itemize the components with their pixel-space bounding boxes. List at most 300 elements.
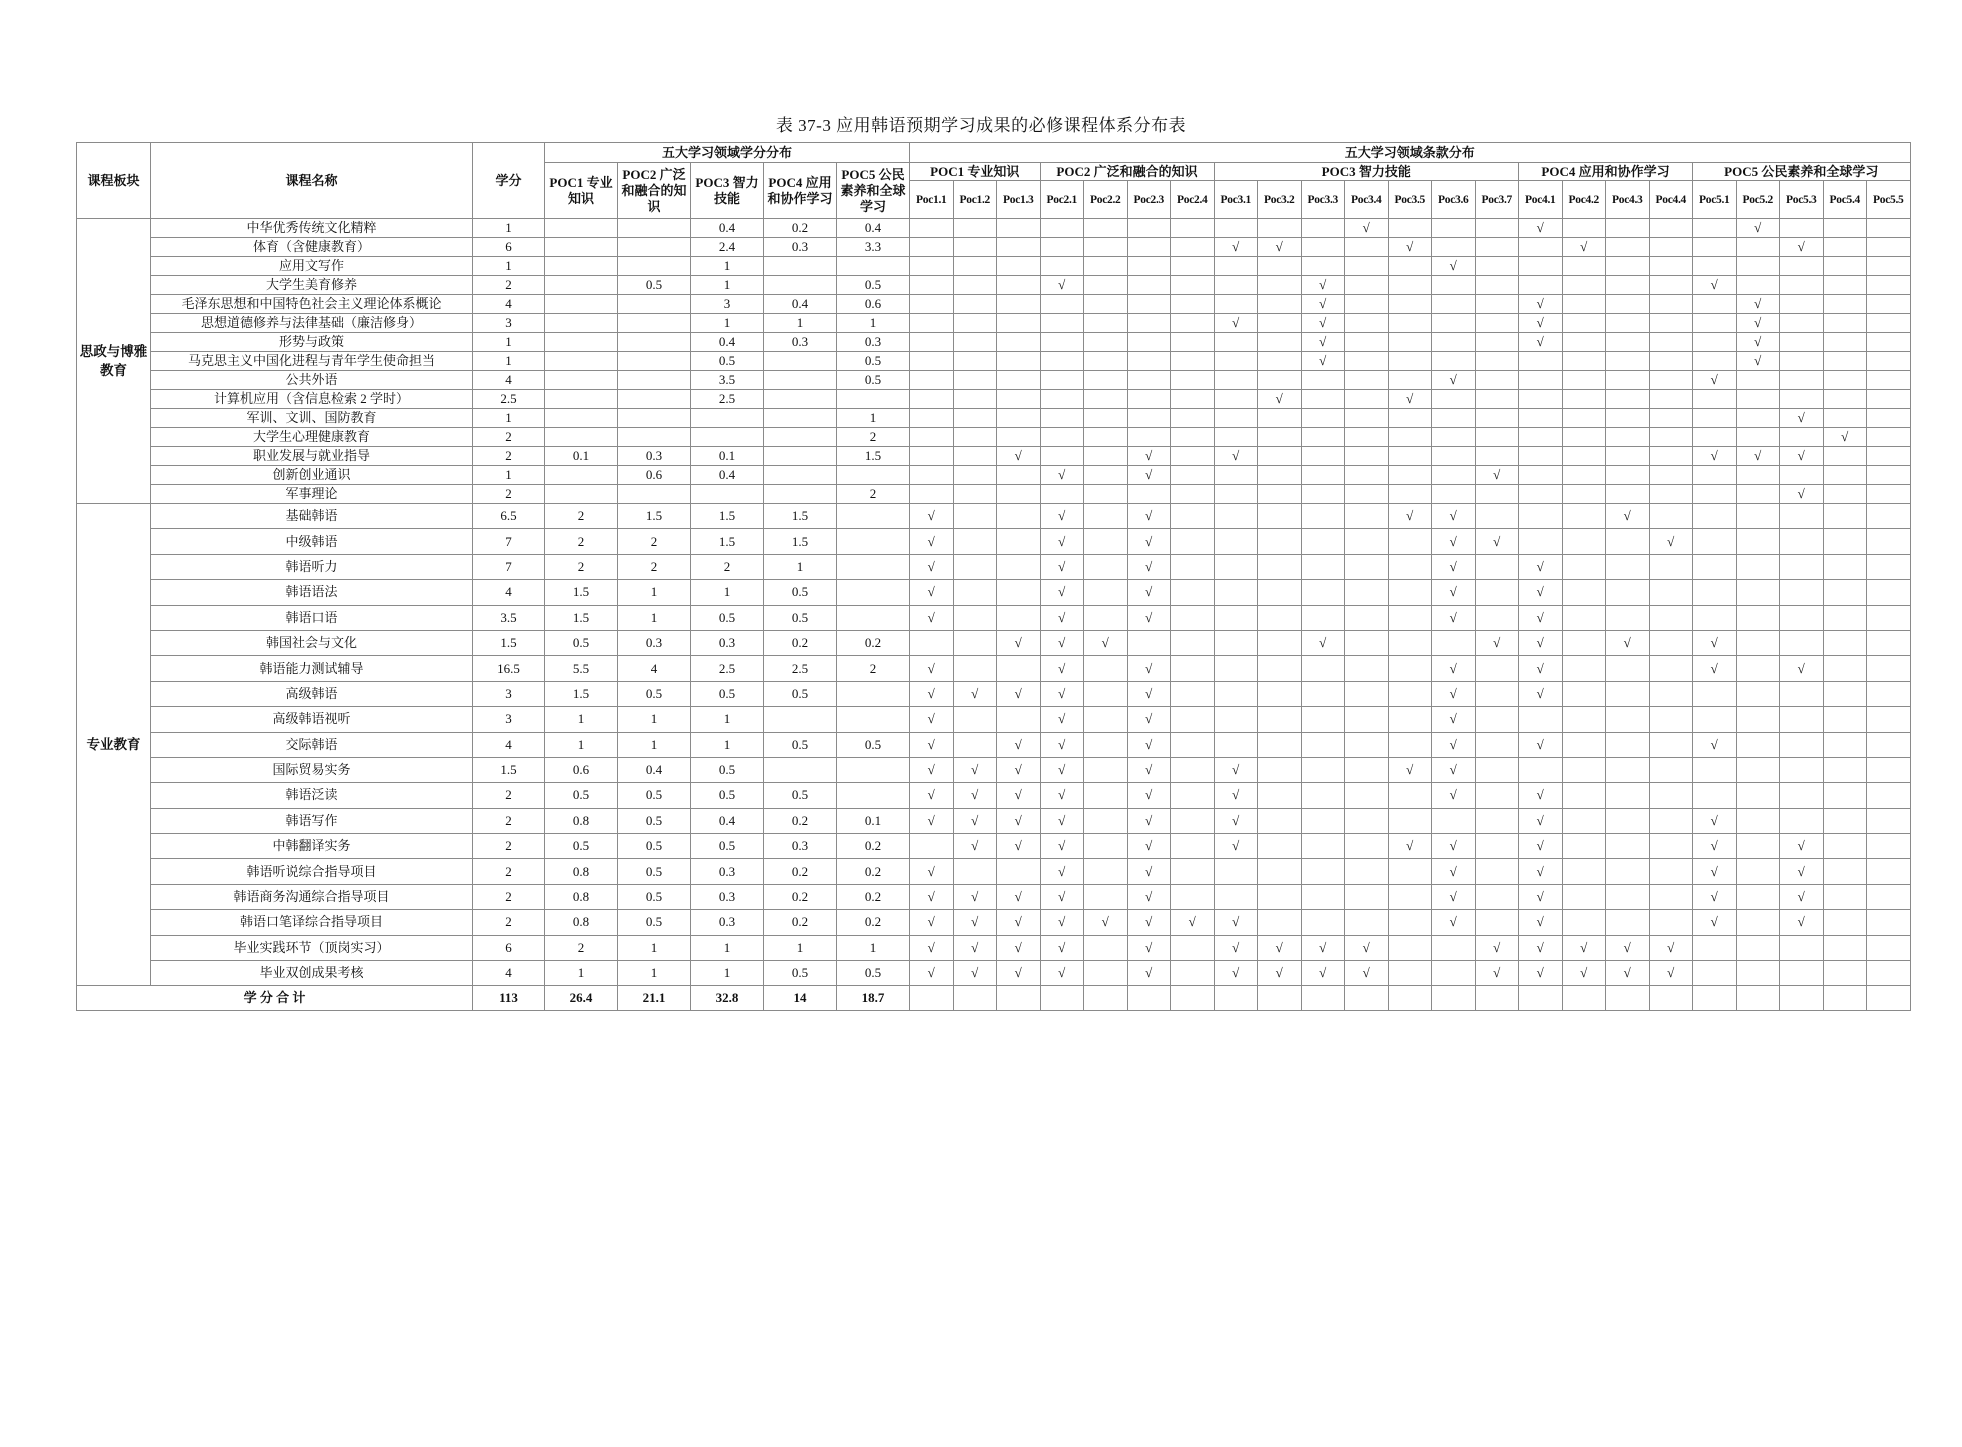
empty-cell — [1345, 371, 1389, 390]
empty-cell — [1475, 732, 1519, 757]
empty-cell — [1084, 859, 1128, 884]
check-mark: √ — [1040, 630, 1084, 655]
empty-cell — [1345, 466, 1389, 485]
empty-cell — [910, 371, 954, 390]
course-name: 大学生心理健康教育 — [151, 428, 473, 447]
credit-poc3: 1 — [691, 257, 764, 276]
table-row — [77, 630, 1911, 655]
check-mark: √ — [1040, 554, 1084, 579]
header-clause-poc2-3: Poc2.3 — [1127, 181, 1171, 219]
empty-cell — [1345, 986, 1389, 1011]
empty-cell — [1345, 707, 1389, 732]
empty-cell — [1736, 409, 1780, 428]
empty-cell — [1388, 333, 1432, 352]
empty-cell — [1388, 707, 1432, 732]
credit-poc1 — [545, 390, 618, 409]
empty-cell — [1867, 390, 1911, 409]
empty-cell — [1345, 580, 1389, 605]
check-mark: √ — [1736, 314, 1780, 333]
credit-poc3: 1.5 — [691, 529, 764, 554]
header-credit-distribution: 五大学习领域学分分布 — [545, 143, 910, 163]
course-credit: 1.5 — [473, 757, 545, 782]
empty-cell — [1823, 390, 1867, 409]
credit-poc2 — [618, 295, 691, 314]
header-clause-group-poc1: POC1 专业知识 — [910, 163, 1041, 181]
empty-cell — [1127, 333, 1171, 352]
empty-cell — [1127, 485, 1171, 504]
credit-poc4 — [764, 428, 837, 447]
check-mark: √ — [1127, 783, 1171, 808]
table-row — [77, 295, 1911, 314]
header-clause-poc4-1: Poc4.1 — [1519, 181, 1563, 219]
empty-cell — [1171, 808, 1215, 833]
empty-cell — [1649, 859, 1693, 884]
check-mark: √ — [1780, 910, 1824, 935]
credit-poc3: 2.5 — [691, 656, 764, 681]
course-name: 高级韩语视听 — [151, 707, 473, 732]
empty-cell — [1606, 276, 1650, 295]
table-row — [77, 910, 1911, 935]
empty-cell — [1736, 605, 1780, 630]
empty-cell — [1693, 681, 1737, 706]
check-mark: √ — [1693, 859, 1737, 884]
empty-cell — [1084, 333, 1128, 352]
header-clause-group-poc4: POC4 应用和协作学习 — [1519, 163, 1693, 181]
check-mark: √ — [997, 884, 1041, 909]
check-mark: √ — [1519, 961, 1563, 986]
empty-cell — [1301, 605, 1345, 630]
check-mark: √ — [1432, 707, 1476, 732]
empty-cell — [1649, 447, 1693, 466]
empty-cell — [1823, 681, 1867, 706]
credit-poc2: 0.4 — [618, 757, 691, 782]
empty-cell — [997, 580, 1041, 605]
empty-cell — [1258, 656, 1302, 681]
check-mark: √ — [1519, 884, 1563, 909]
total-poc3: 32.8 — [691, 986, 764, 1011]
empty-cell — [1736, 656, 1780, 681]
credit-poc1: 1 — [545, 732, 618, 757]
empty-cell — [953, 219, 997, 238]
empty-cell — [1388, 935, 1432, 960]
check-mark: √ — [1040, 757, 1084, 782]
credit-poc5 — [837, 783, 910, 808]
empty-cell — [1649, 707, 1693, 732]
empty-cell — [953, 333, 997, 352]
credit-poc4: 1.5 — [764, 529, 837, 554]
empty-cell — [1780, 961, 1824, 986]
credit-poc1: 0.5 — [545, 783, 618, 808]
check-mark: √ — [1693, 276, 1737, 295]
empty-cell — [1475, 485, 1519, 504]
credit-poc3: 0.3 — [691, 630, 764, 655]
check-mark: √ — [1127, 808, 1171, 833]
empty-cell — [1171, 238, 1215, 257]
credit-poc4: 2.5 — [764, 656, 837, 681]
empty-cell — [1867, 529, 1911, 554]
empty-cell — [1432, 314, 1476, 333]
check-mark: √ — [1040, 859, 1084, 884]
check-mark: √ — [1432, 529, 1476, 554]
empty-cell — [997, 390, 1041, 409]
empty-cell — [1388, 466, 1432, 485]
empty-cell — [1649, 409, 1693, 428]
credit-poc3 — [691, 428, 764, 447]
empty-cell — [1084, 314, 1128, 333]
check-mark: √ — [910, 605, 954, 630]
course-credit: 4 — [473, 961, 545, 986]
empty-cell — [1736, 257, 1780, 276]
credit-poc4: 0.5 — [764, 783, 837, 808]
empty-cell — [1084, 554, 1128, 579]
credit-poc5: 1 — [837, 314, 910, 333]
table-row — [77, 935, 1911, 960]
empty-cell — [1171, 485, 1215, 504]
empty-cell — [1084, 986, 1128, 1011]
credit-poc3: 0.5 — [691, 352, 764, 371]
credit-poc4: 0.3 — [764, 238, 837, 257]
empty-cell — [1388, 371, 1432, 390]
empty-cell — [1823, 859, 1867, 884]
credit-poc1: 0.5 — [545, 630, 618, 655]
empty-cell — [1649, 333, 1693, 352]
check-mark: √ — [1345, 219, 1389, 238]
check-mark: √ — [1432, 504, 1476, 529]
empty-cell — [1432, 390, 1476, 409]
empty-cell — [997, 554, 1041, 579]
check-mark: √ — [910, 707, 954, 732]
check-mark: √ — [1388, 390, 1432, 409]
empty-cell — [1519, 352, 1563, 371]
empty-cell — [1258, 257, 1302, 276]
empty-cell — [1345, 276, 1389, 295]
empty-cell — [1693, 466, 1737, 485]
empty-cell — [1127, 630, 1171, 655]
check-mark: √ — [1127, 732, 1171, 757]
empty-cell — [1040, 371, 1084, 390]
check-mark: √ — [1040, 783, 1084, 808]
credit-poc1: 0.5 — [545, 834, 618, 859]
check-mark: √ — [1432, 656, 1476, 681]
empty-cell — [1475, 605, 1519, 630]
credit-poc3: 0.3 — [691, 910, 764, 935]
check-mark: √ — [1258, 238, 1302, 257]
credit-poc4 — [764, 371, 837, 390]
empty-cell — [1345, 485, 1389, 504]
table-row — [77, 276, 1911, 295]
credit-poc2: 2 — [618, 529, 691, 554]
empty-cell — [1693, 352, 1737, 371]
empty-cell — [1214, 371, 1258, 390]
credit-poc2 — [618, 352, 691, 371]
course-name: 体育（含健康教育） — [151, 238, 473, 257]
empty-cell — [1214, 884, 1258, 909]
check-mark: √ — [1693, 732, 1737, 757]
empty-cell — [997, 257, 1041, 276]
check-mark: √ — [1388, 238, 1432, 257]
check-mark: √ — [1127, 681, 1171, 706]
empty-cell — [1867, 352, 1911, 371]
empty-cell — [953, 605, 997, 630]
check-mark: √ — [1214, 757, 1258, 782]
empty-cell — [1258, 314, 1302, 333]
empty-cell — [1562, 409, 1606, 428]
empty-cell — [1171, 390, 1215, 409]
empty-cell — [1171, 935, 1215, 960]
credit-poc5: 0.5 — [837, 276, 910, 295]
check-mark: √ — [1214, 834, 1258, 859]
credit-poc5: 0.4 — [837, 219, 910, 238]
empty-cell — [1475, 352, 1519, 371]
empty-cell — [1171, 257, 1215, 276]
empty-cell — [1693, 935, 1737, 960]
empty-cell — [1475, 656, 1519, 681]
check-mark: √ — [1432, 681, 1476, 706]
empty-cell — [953, 580, 997, 605]
empty-cell — [1214, 580, 1258, 605]
credit-poc1 — [545, 276, 618, 295]
credit-poc1 — [545, 409, 618, 428]
empty-cell — [1867, 605, 1911, 630]
empty-cell — [1127, 352, 1171, 371]
credit-poc2 — [618, 371, 691, 390]
check-mark: √ — [1040, 529, 1084, 554]
credit-poc4 — [764, 707, 837, 732]
empty-cell — [1345, 529, 1389, 554]
empty-cell — [1301, 757, 1345, 782]
empty-cell — [1606, 428, 1650, 447]
empty-cell — [1475, 409, 1519, 428]
check-mark: √ — [910, 808, 954, 833]
empty-cell — [953, 428, 997, 447]
credit-poc4: 1.5 — [764, 504, 837, 529]
empty-cell — [1301, 808, 1345, 833]
check-mark: √ — [1432, 554, 1476, 579]
empty-cell — [1649, 656, 1693, 681]
course-credit: 3 — [473, 681, 545, 706]
empty-cell — [1171, 447, 1215, 466]
check-mark: √ — [1301, 935, 1345, 960]
header-block: 课程板块 — [77, 143, 151, 219]
empty-cell — [1693, 783, 1737, 808]
credit-poc2: 0.5 — [618, 276, 691, 295]
empty-cell — [1519, 371, 1563, 390]
empty-cell — [1040, 485, 1084, 504]
empty-cell — [1171, 219, 1215, 238]
empty-cell — [1084, 409, 1128, 428]
empty-cell — [1084, 707, 1128, 732]
credit-poc2: 0.5 — [618, 681, 691, 706]
course-credit: 6.5 — [473, 504, 545, 529]
check-mark: √ — [1432, 859, 1476, 884]
check-mark: √ — [997, 834, 1041, 859]
empty-cell — [1867, 447, 1911, 466]
block-label: 思政与博雅教育 — [77, 219, 151, 504]
credit-poc2: 0.5 — [618, 808, 691, 833]
empty-cell — [1084, 580, 1128, 605]
credit-poc5: 0.2 — [837, 884, 910, 909]
empty-cell — [1519, 257, 1563, 276]
credit-poc5: 0.2 — [837, 859, 910, 884]
empty-cell — [1823, 554, 1867, 579]
empty-cell — [1780, 808, 1824, 833]
empty-cell — [1345, 834, 1389, 859]
empty-cell — [1519, 485, 1563, 504]
empty-cell — [1606, 808, 1650, 833]
course-name: 创新创业通识 — [151, 466, 473, 485]
empty-cell — [1823, 238, 1867, 257]
table-row — [77, 314, 1911, 333]
check-mark: √ — [997, 808, 1041, 833]
empty-cell — [1084, 390, 1128, 409]
empty-cell — [1301, 447, 1345, 466]
header-clause-poc5-2: Poc5.2 — [1736, 181, 1780, 219]
empty-cell — [1562, 910, 1606, 935]
empty-cell — [953, 986, 997, 1011]
empty-cell — [1867, 656, 1911, 681]
empty-cell — [1171, 884, 1215, 909]
check-mark: √ — [1214, 935, 1258, 960]
empty-cell — [1475, 314, 1519, 333]
check-mark: √ — [1127, 834, 1171, 859]
empty-cell — [953, 466, 997, 485]
credit-poc4: 0.5 — [764, 605, 837, 630]
course-name: 毕业双创成果考核 — [151, 961, 473, 986]
check-mark: √ — [1040, 732, 1084, 757]
empty-cell — [910, 447, 954, 466]
empty-cell — [953, 630, 997, 655]
empty-cell — [1388, 859, 1432, 884]
empty-cell — [1606, 238, 1650, 257]
credit-poc2: 0.5 — [618, 783, 691, 808]
empty-cell — [1214, 681, 1258, 706]
empty-cell — [1780, 371, 1824, 390]
empty-cell — [1562, 257, 1606, 276]
header-clause-poc3-2: Poc3.2 — [1258, 181, 1302, 219]
empty-cell — [1127, 986, 1171, 1011]
empty-cell — [1258, 630, 1302, 655]
check-mark: √ — [953, 681, 997, 706]
table-row — [77, 554, 1911, 579]
check-mark: √ — [1301, 961, 1345, 986]
empty-cell — [1780, 466, 1824, 485]
credit-poc4: 0.5 — [764, 961, 837, 986]
empty-cell — [1214, 707, 1258, 732]
table-row — [77, 834, 1911, 859]
empty-cell — [1649, 605, 1693, 630]
empty-cell — [910, 409, 954, 428]
check-mark: √ — [1736, 219, 1780, 238]
empty-cell — [1649, 808, 1693, 833]
empty-cell — [953, 257, 997, 276]
credit-poc1: 2 — [545, 529, 618, 554]
empty-cell — [1606, 314, 1650, 333]
empty-cell — [910, 466, 954, 485]
empty-cell — [1606, 605, 1650, 630]
check-mark: √ — [1519, 630, 1563, 655]
course-distribution-table — [76, 142, 1911, 1011]
empty-cell — [1040, 428, 1084, 447]
empty-cell — [1823, 529, 1867, 554]
empty-cell — [1736, 428, 1780, 447]
course-credit: 4 — [473, 371, 545, 390]
empty-cell — [1301, 485, 1345, 504]
empty-cell — [1345, 238, 1389, 257]
check-mark: √ — [1301, 295, 1345, 314]
credit-poc4: 0.4 — [764, 295, 837, 314]
check-mark: √ — [1171, 910, 1215, 935]
empty-cell — [1301, 834, 1345, 859]
empty-cell — [1693, 554, 1737, 579]
course-credit: 1 — [473, 257, 545, 276]
check-mark: √ — [1388, 757, 1432, 782]
empty-cell — [1084, 935, 1128, 960]
empty-cell — [1649, 884, 1693, 909]
empty-cell — [1606, 529, 1650, 554]
header-clause-group-poc2: POC2 广泛和融合的知识 — [1040, 163, 1214, 181]
empty-cell — [1475, 834, 1519, 859]
empty-cell — [1867, 333, 1911, 352]
empty-cell — [997, 333, 1041, 352]
check-mark: √ — [1693, 808, 1737, 833]
empty-cell — [1040, 986, 1084, 1011]
empty-cell — [910, 333, 954, 352]
empty-cell — [1345, 630, 1389, 655]
header-credit-poc1: POC1 专业知识 — [545, 163, 618, 219]
empty-cell — [1606, 834, 1650, 859]
check-mark: √ — [1432, 910, 1476, 935]
credit-poc3: 0.5 — [691, 605, 764, 630]
empty-cell — [1345, 257, 1389, 276]
empty-cell — [1519, 409, 1563, 428]
empty-cell — [1432, 630, 1476, 655]
credit-poc1 — [545, 238, 618, 257]
empty-cell — [1171, 295, 1215, 314]
empty-cell — [1780, 935, 1824, 960]
empty-cell — [1345, 409, 1389, 428]
empty-cell — [953, 707, 997, 732]
empty-cell — [1214, 656, 1258, 681]
empty-cell — [1171, 314, 1215, 333]
check-mark: √ — [1301, 630, 1345, 655]
credit-poc1: 0.1 — [545, 447, 618, 466]
empty-cell — [1649, 910, 1693, 935]
credit-poc3: 0.4 — [691, 333, 764, 352]
empty-cell — [1258, 529, 1302, 554]
empty-cell — [1475, 859, 1519, 884]
empty-cell — [1823, 630, 1867, 655]
empty-cell — [1171, 333, 1215, 352]
credit-poc2 — [618, 257, 691, 276]
check-mark: √ — [1519, 808, 1563, 833]
empty-cell — [1736, 859, 1780, 884]
check-mark: √ — [1606, 961, 1650, 986]
empty-cell — [1780, 333, 1824, 352]
empty-cell — [997, 238, 1041, 257]
empty-cell — [1388, 961, 1432, 986]
empty-cell — [1867, 884, 1911, 909]
empty-cell — [1649, 681, 1693, 706]
empty-cell — [1823, 409, 1867, 428]
empty-cell — [1214, 352, 1258, 371]
empty-cell — [1736, 466, 1780, 485]
empty-cell — [1388, 428, 1432, 447]
table-row — [77, 219, 1911, 238]
credit-poc2 — [618, 485, 691, 504]
empty-cell — [1519, 529, 1563, 554]
empty-cell — [1432, 295, 1476, 314]
empty-cell — [1736, 580, 1780, 605]
